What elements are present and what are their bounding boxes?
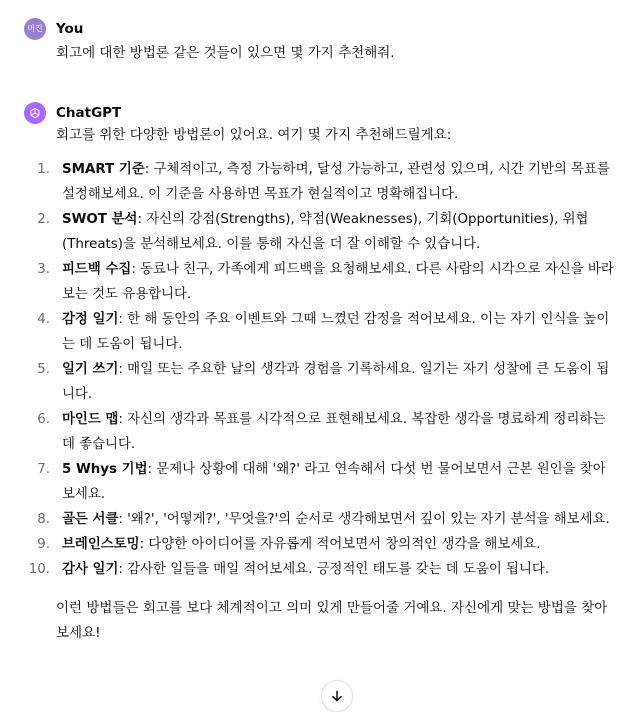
list-item-number: 4. — [37, 312, 50, 327]
list-item-title: 5 Whys 기법 — [62, 462, 148, 477]
list-item-title: 골든 서클 — [62, 512, 119, 527]
list-item-title: 마인드 맵 — [62, 412, 119, 427]
list-item-number: 1. — [37, 162, 50, 177]
methods-list-item — [37, 407, 616, 457]
list-item-body: : 자신의 강점(Strengths), 약점(Weaknesses), 기회(Opportunities), 위협(Threats)을 분석해보세요. 이를 통해 자신을 더 잘 이해할 수 있습니다. — [62, 212, 589, 252]
list-item-body: : 자신의 생각과 목표를 시각적으로 표현해보세요. 복잡한 생각을 명료하게 정리하는 데 좋습니다. — [62, 412, 606, 452]
methods-list-item — [28, 557, 616, 582]
methods-list-item — [37, 357, 616, 407]
list-item-body: : 다양한 아이디어를 자유롭게 적어보면서 창의적인 생각을 해보세요. — [139, 537, 541, 552]
list-item-title: 감정 일기 — [62, 312, 119, 327]
list-item-number: 8. — [37, 512, 50, 527]
list-item-body: : 감사한 일들을 매일 적어보세요. 긍정적인 태도를 갖는 데 도움이 됩니다. — [118, 562, 550, 577]
list-item-number: 10. — [28, 562, 50, 577]
list-item-body: : 동료나 친구, 가족에게 피드백을 요청해보세요. 다른 사람의 시각으로 자신을 바라보는 것도 유용합니다. — [62, 262, 614, 302]
assistant-message — [24, 102, 616, 646]
methods-list-item — [37, 307, 616, 357]
list-item-number: 2. — [37, 212, 50, 227]
openai-logo-icon — [24, 102, 46, 124]
list-item-body: : 매일 또는 주요한 날의 생각과 경험을 기록하세요. 일기는 자기 성찰에 큰 도움이 됩니다. — [62, 362, 610, 402]
user-message-text: 회고에 대한 방법론 같은 것들이 있으면 몇 가지 추천해줘. — [56, 45, 395, 61]
list-item-number: 9. — [37, 537, 50, 552]
assistant-name: ChatGPT — [56, 105, 122, 121]
user-name: You — [56, 21, 84, 37]
list-item-number: 6. — [37, 412, 50, 427]
list-item-body: : 구체적이고, 측정 가능하며, 달성 가능하고, 관련성 있으며, 시간 기반의 목표를 설정해보세요. 이 기준을 사용하면 목표가 현실적이고 명확해집니다. — [62, 162, 610, 202]
assistant-message-header — [24, 102, 616, 124]
list-item-title: SWOT 분석 — [62, 212, 138, 227]
arrow-down-icon — [330, 689, 344, 703]
methods-list — [28, 157, 616, 582]
list-item-title: 피드백 수집 — [62, 262, 132, 277]
methods-list-item — [37, 532, 616, 557]
list-item-title: 감사 일기 — [62, 562, 119, 577]
list-item-title: 브레인스토밍 — [62, 537, 140, 552]
list-item-title: SMART 기준 — [62, 162, 145, 177]
list-item-number: 5. — [37, 362, 50, 377]
list-item-body: : 한 해 동안의 주요 이벤트와 그때 느꼈던 감정을 적어보세요. 이는 자기 인식을 높이는 데 도움이 됩니다. — [62, 312, 610, 352]
assistant-intro: 회고를 위한 다양한 방법론이 있어요. 여기 몇 가지 추천해드릴게요: — [56, 127, 452, 143]
list-item-number: 3. — [37, 262, 50, 277]
methods-list-item — [37, 257, 616, 307]
assistant-outro: 이런 방법들은 회고를 보다 체계적이고 의미 있게 만들어줄 거예요. 자신에게 맞는 방법을 찾아보세요! — [56, 600, 608, 641]
scroll-to-bottom-button[interactable] — [321, 680, 353, 712]
list-item-title: 일기 쓰기 — [62, 362, 119, 377]
methods-list-item — [37, 507, 616, 532]
methods-list-item — [37, 207, 616, 257]
methods-list-item — [37, 157, 616, 207]
list-item-number: 7. — [37, 462, 50, 477]
user-message-header — [24, 18, 616, 40]
list-item-body: : 문제나 상황에 대해 '왜?' 라고 연속해서 다섯 번 물어보면서 근본 원인을 찾아보세요. — [62, 462, 606, 502]
methods-list-item — [37, 457, 616, 507]
user-avatar: 미진 — [24, 18, 46, 40]
list-item-body: : '왜?', '어떻게?', '무엇을?'의 순서로 생각해보면서 깊이 있는 자기 분석을 해보세요. — [118, 512, 610, 527]
user-message — [24, 18, 616, 64]
